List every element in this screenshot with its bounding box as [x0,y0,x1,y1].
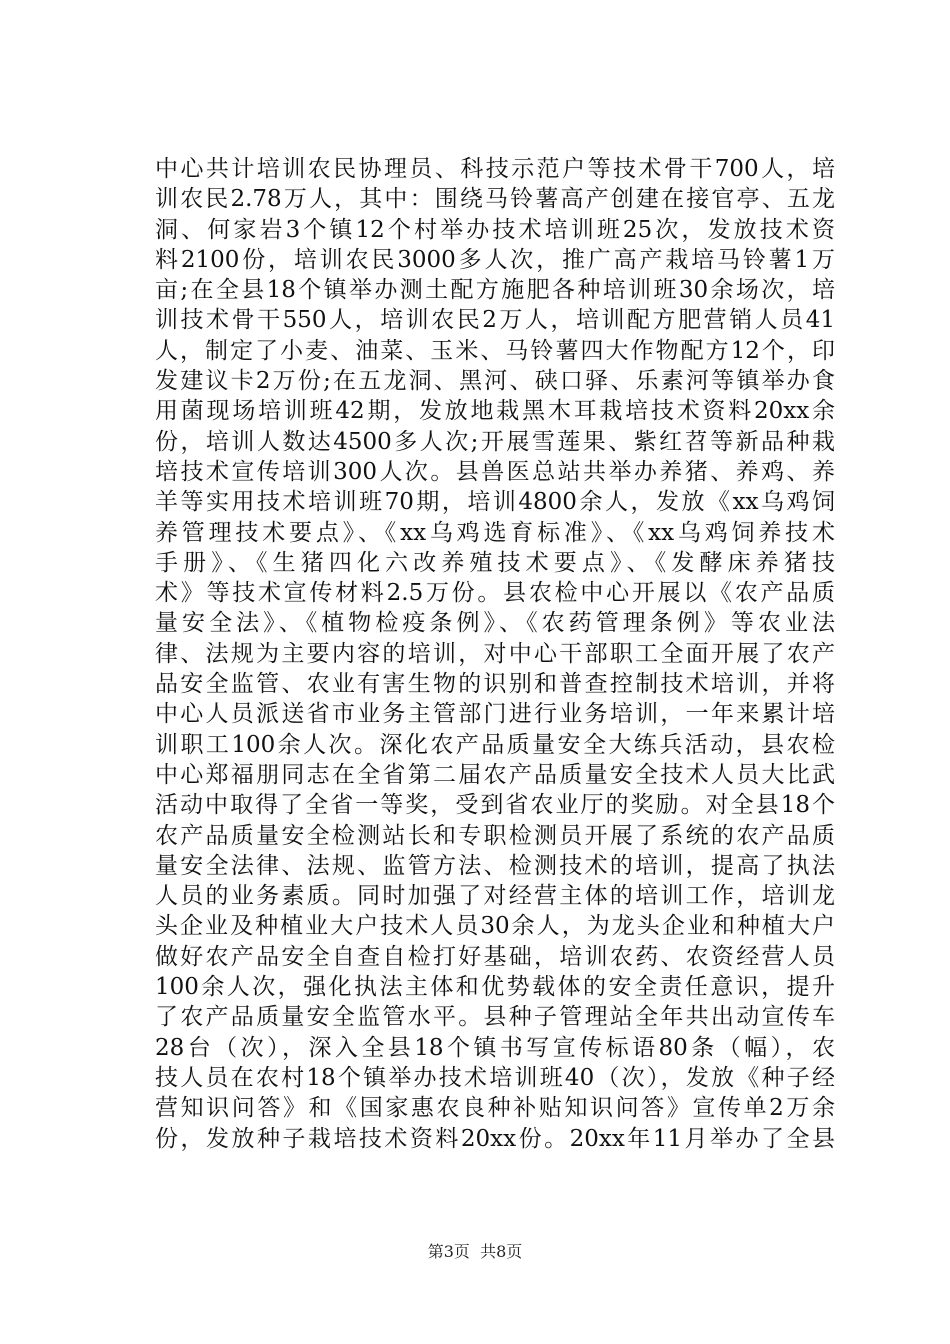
text-line: 训职工100余人次。深化农产品质量安全大练兵活动，县农检 [155,731,835,758]
text-line: 活动中取得了全省一等奖，受到省农业厅的奖励。对全县18个 [155,792,835,819]
text-line: 人员的业务素质。同时加强了对经营主体的培训工作，培训龙 [155,883,835,910]
text-line: 发建议卡2万份;在五龙洞、黑河、硖口驿、乐素河等镇举办食 [155,368,835,395]
text-line: 份，发放种子栽培技术资料20xx份。20xx年11月举办了全县 [155,1125,835,1152]
text-line: 28台（次），深入全县18个镇书写宣传标语80条（幅），农 [155,1034,835,1061]
text-line: 术》等技术宣传材料2.5万份。县农检中心开展以《农产品质 [155,580,835,607]
text-line: 了农产品质量安全监管水平。县种子管理站全年共出动宣传车 [155,1004,835,1031]
text-line: 做好农产品安全自查自检打好基础，培训农药、农资经营人员 [155,943,835,970]
text-line: 训农民2.78万人，其中：围绕马铃薯高产创建在接官亭、五龙 [155,186,835,213]
page-number-label: 第3页 共8页 [427,1242,523,1261]
text-line: 律、法规为主要内容的培训，对中心干部职工全面开展了农产 [155,640,835,667]
text-line: 头企业及种植业大户技术人员30余人，为龙头企业和种植大户 [155,913,835,940]
text-line: 用菌现场培训班42期，发放地栽黑木耳栽培技术资料20xx余 [155,398,835,425]
text-line: 份，培训人数达4500多人次;开展雪莲果、紫红苕等新品种栽 [155,428,835,455]
text-line: 技人员在农村18个镇举办技术培训班40（次），发放《种子经 [155,1064,835,1091]
text-line: 营知识问答》和《国家惠农良种补贴知识问答》宣传单2万余 [155,1095,835,1122]
text-line: 100余人次，强化执法主体和优势载体的安全责任意识，提升 [155,974,835,1001]
text-line: 量安全法》、《植物检疫条例》、《农药管理条例》等农业法 [155,610,835,637]
text-line: 中心人员派送省市业务主管部门进行业务培训，一年来累计培 [155,701,835,728]
text-line: 训技术骨干550人，培训农民2万人，培训配方肥营销人员41 [155,307,835,334]
text-line: 农产品质量安全检测站长和专职检测员开展了系统的农产品质 [155,822,835,849]
text-line: 培技术宣传培训300人次。县兽医总站共举办养猪、养鸡、养 [155,458,835,485]
page-footer [0,1242,950,1262]
text-line: 人，制定了小麦、油菜、玉米、马铃薯四大作物配方12个，印 [155,337,835,364]
text-line: 中心郑福朋同志在全省第二届农产品质量安全技术人员大比武 [155,761,835,788]
text-line: 手册》、《生猪四化六改养殖技术要点》、《发酵床养猪技 [155,549,835,576]
text-line: 量安全法律、法规、监管方法、检测技术的培训，提高了执法 [155,852,835,879]
text-line: 亩;在全县18个镇举办测土配方施肥各种培训班30余场次，培 [155,277,835,304]
text-line: 料2100份，培训农民3000多人次，推广高产栽培马铃薯1万 [155,246,835,273]
text-line: 品安全监管、农业有害生物的识别和普查控制技术培训，并将 [155,671,835,698]
text-line: 洞、何家岩3个镇12个村举办技术培训班25次，发放技术资 [155,216,835,243]
body-text [155,154,835,1154]
text-line: 羊等实用技术培训班70期，培训4800余人，发放《xx乌鸡饲 [155,489,835,516]
text-line: 中心共计培训农民协理员、科技示范户等技术骨干700人，培 [155,156,835,182]
text-line: 养管理技术要点》、《xx乌鸡选育标准》、《xx乌鸡饲养技术 [155,519,835,546]
